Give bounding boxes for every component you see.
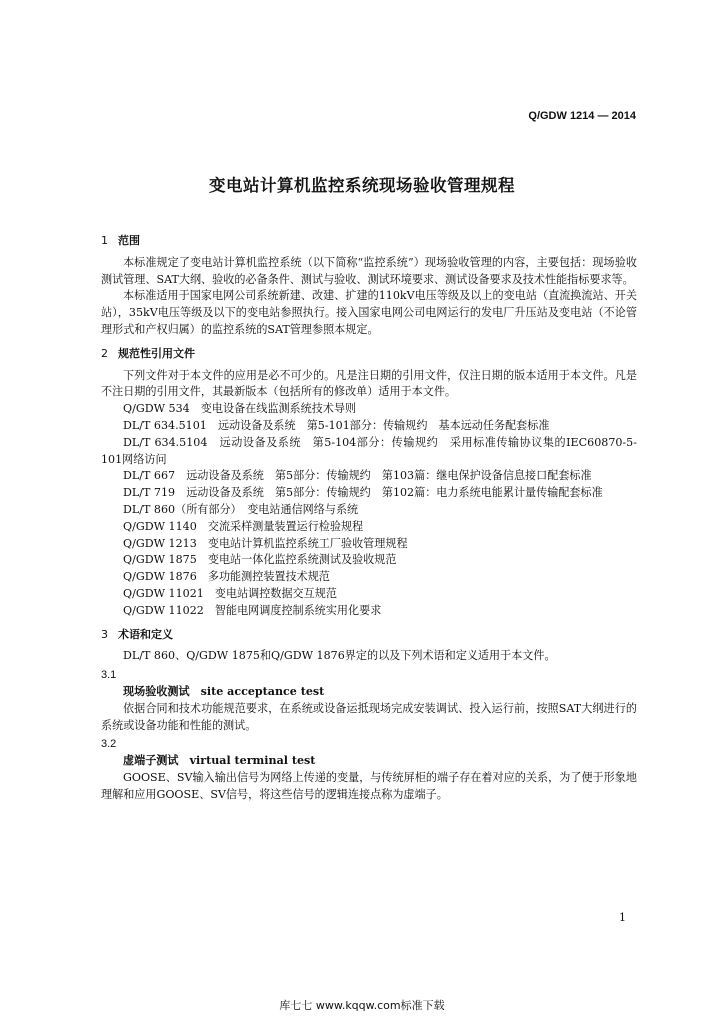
reference-item: Q/GDW 1140 交流采样测量装置运行检验规程	[123, 519, 364, 533]
standard-code: Q/GDW 1214 — 2014	[528, 110, 636, 122]
section-number: 3	[101, 627, 108, 641]
footer-watermark: 库七七 www.kqqw.com标准下载	[279, 999, 445, 1012]
page-number: 1	[619, 911, 626, 924]
reference-item: DL/T 634.5104 远动设备及系统 第5-104部分：传输规约 采用标准传输协议集的IEC60870-5-101网络访问	[101, 435, 637, 466]
paragraph: 本标准规定了变电站计算机监控系统（以下简称“监控系统”）现场验收管理的内容，主要包括：现场验收测试管理、SAT大纲、验收的必备条件、测试与验收、测试环境要求、测试设备要求及技术性能指标要求等。	[101, 255, 637, 286]
term-definition: GOOSE、SV输入输出信号为网络上传递的变量，与传统屏柜的端子存在着对应的关系，为了便于形象地理解和应用GOOSE、SV信号，将这些信号的逻辑连接点称为虚端子。	[101, 770, 637, 801]
paragraph: DL/T 860、Q/GDW 1875和Q/GDW 1876界定的以及下列术语和定义适用于本文件。	[123, 649, 556, 663]
section-title: 规范性引用文件	[118, 346, 195, 360]
term-name: 虚端子测试 virtual terminal test	[123, 754, 316, 768]
section-title: 术语和定义	[118, 627, 173, 641]
section-heading-2	[101, 346, 637, 363]
term-number: 3.2	[101, 738, 117, 751]
reference-item: DL/T 667 远动设备及系统 第5部分：传输规约 第103篇：继电保护设备信息接口配套标准	[123, 469, 592, 483]
reference-item: Q/GDW 11021 变电站调控数据交互规范	[123, 586, 337, 600]
term-definition: 依据合同和技术功能规范要求，在系统或设备运抵现场完成安装调试、投入运行前，按照SAT大纲进行的系统或设备功能和性能的测试。	[101, 701, 637, 732]
document-title: 变电站计算机监控系统现场验收管理规程	[209, 176, 515, 195]
reference-item: DL/T 860（所有部分） 变电站通信网络与系统	[123, 502, 359, 516]
section-heading-1	[101, 233, 637, 250]
section-title: 范围	[118, 234, 140, 247]
document-body	[101, 233, 637, 804]
reference-item: Q/GDW 1213 变电站计算机监控系统工厂验收管理规程	[123, 536, 408, 550]
reference-item: Q/GDW 1876 多功能测控装置技术规范	[123, 570, 330, 584]
reference-item: DL/T 719 远动设备及系统 第5部分：传输规约 第102篇：电力系统电能累计量传输配套标准	[123, 486, 603, 500]
term-name: 现场验收测试 site acceptance test	[123, 684, 325, 698]
section-number: 1	[101, 234, 108, 247]
section-number: 2	[101, 346, 108, 360]
reference-item: DL/T 634.5101 远动设备及系统 第5-101部分：传输规约 基本远动任务配套标准	[123, 418, 550, 432]
term-number: 3.1	[101, 669, 117, 682]
reference-item: Q/GDW 1875 变电站一体化监控系统测试及验收规范	[123, 553, 397, 567]
reference-item: Q/GDW 534 变电设备在线监测系统技术导则	[123, 402, 357, 416]
reference-item: Q/GDW 11022 智能电网调度控制系统实用化要求	[123, 603, 382, 617]
paragraph: 下列文件对于本文件的应用是必不可少的。凡是注日期的引用文件，仅注日期的版本适用于本文件。凡是不注日期的引用文件，其最新版本（包括所有的修改单）适用于本文件。	[101, 368, 637, 399]
section-heading-3	[101, 627, 637, 644]
paragraph: 本标准适用于国家电网公司系统新建、改建、扩建的110kV电压等级及以上的变电站（直流换流站、开关站），35kV电压等级及以下的变电站参照执行。接入国家电网公司电网运行的发电厂升压站及变电站（不论管理形式和产权归属）的监控系统的SAT管理参照本规定。	[101, 289, 637, 336]
